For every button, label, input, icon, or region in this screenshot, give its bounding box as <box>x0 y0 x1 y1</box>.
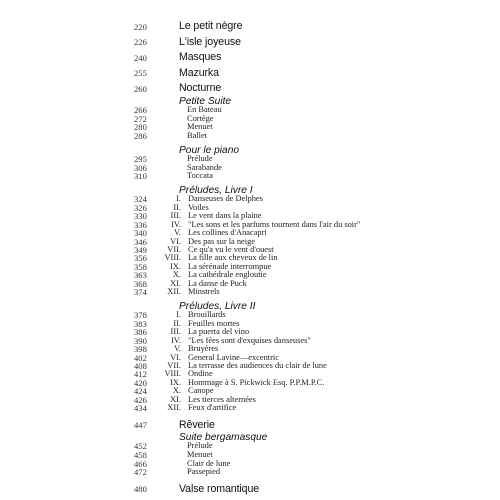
movement-title: Menuet <box>187 449 213 459</box>
page-number: 260 <box>134 83 147 94</box>
roman-numeral: II. <box>173 202 181 212</box>
movement-title: Bruyères <box>188 344 219 353</box>
movement-title: Brouillards <box>188 310 226 320</box>
page-number: 378 <box>134 310 147 321</box>
roman-numeral: III. <box>170 327 181 337</box>
page-number: 324 <box>134 194 147 205</box>
page-number: 466 <box>134 458 147 469</box>
roman-numeral: XII. <box>167 403 181 413</box>
movement-title: Clair de lune <box>187 458 231 468</box>
roman-numeral: XI. <box>170 278 181 288</box>
page-number: 368 <box>134 278 147 289</box>
roman-numeral: IX. <box>170 377 181 387</box>
roman-numeral: X. <box>172 386 181 396</box>
page-number: 349 <box>134 245 147 255</box>
movement-title: Ce qu'a vu le vent d'ouest <box>188 245 274 254</box>
movement-title: Prélude <box>187 441 213 451</box>
page-number: 402 <box>134 352 147 363</box>
movement-title: La terrasse des audiences du clair de lune <box>188 360 327 370</box>
movement-title: Danseuses de Delphes <box>188 194 263 204</box>
page-number: 330 <box>134 211 147 222</box>
section-heading: Pour le piano <box>179 144 240 156</box>
roman-numeral: IV. <box>171 219 181 229</box>
roman-numeral: VIII. <box>164 369 181 379</box>
page-number: 295 <box>134 153 147 164</box>
movement-title: La puerta del vino <box>188 327 250 337</box>
page-number: 390 <box>134 335 147 346</box>
roman-numeral: V. <box>173 228 181 238</box>
roman-numeral: IV. <box>171 335 181 345</box>
piece-title: Rêverie <box>179 418 215 431</box>
roman-numeral: X. <box>172 270 181 280</box>
movement-title: La fille aux cheveux de lin <box>188 253 278 263</box>
page-number: 398 <box>134 344 147 354</box>
page-number: 447 <box>134 420 147 431</box>
movement-title: Minstrels <box>188 287 220 297</box>
piece-title: Le petit nègre <box>179 20 243 32</box>
roman-numeral: VII. <box>167 360 181 370</box>
movement-title: La cathédrale engloutie <box>188 270 267 280</box>
movement-title: Menuet <box>187 122 213 132</box>
page-number: 240 <box>134 52 147 63</box>
movement-title: La sérénade interrompue <box>188 261 272 271</box>
page-number: 340 <box>134 228 147 239</box>
movement-title: Les tierces alternées <box>188 394 256 404</box>
page-number: 472 <box>134 467 147 478</box>
roman-numeral: IX. <box>170 261 181 271</box>
page-number: 434 <box>134 403 147 414</box>
section-heading: Suite bergamasque <box>179 432 268 443</box>
page-number: 412 <box>134 369 147 380</box>
page-number: 346 <box>134 236 147 247</box>
piece-title: Valse romantique <box>179 482 260 495</box>
piece-title: Mazurka <box>179 66 219 79</box>
page-number: 255 <box>134 68 147 79</box>
page-number: 326 <box>134 202 147 213</box>
roman-numeral: I. <box>176 310 181 320</box>
movement-title: "Les fées sont d'exquises danseuses" <box>188 335 311 345</box>
page-number: 336 <box>134 219 147 230</box>
roman-numeral: VI. <box>170 236 181 246</box>
page-number: 363 <box>134 270 147 281</box>
movement-title: Des pas sur la neige <box>188 236 255 246</box>
page-number: 266 <box>134 104 147 115</box>
roman-numeral: VI. <box>170 352 181 362</box>
page-number: 420 <box>134 377 147 388</box>
movement-title: En Bateau <box>187 104 222 114</box>
movement-title: Toccata <box>187 171 213 181</box>
roman-numeral: II. <box>173 318 181 328</box>
roman-numeral: III. <box>170 211 181 221</box>
page-number: 383 <box>134 318 147 329</box>
movement-title: Sarabande <box>187 162 222 172</box>
movement-title: Canope <box>188 386 214 396</box>
movement-title: "Les sons et les parfums tournent dans l'air du soir" <box>188 219 361 229</box>
movement-title: Hommage à S. Pickwick Esq. P.P.M.P.C. <box>188 377 325 387</box>
movement-title: Passepied <box>187 467 221 477</box>
page-number: 458 <box>134 449 147 460</box>
section-heading: Préludes, Livre I <box>179 185 253 197</box>
piece-title: L'isle joyeuse <box>179 35 241 48</box>
roman-numeral: XI. <box>170 394 181 404</box>
section-heading: Petite Suite <box>179 95 232 107</box>
roman-numeral: VIII. <box>164 253 181 263</box>
section-heading: Préludes, Livre II <box>179 301 256 312</box>
movement-title: Feux d'artifice <box>188 403 237 413</box>
page-number: 374 <box>134 287 147 298</box>
roman-numeral: I. <box>176 194 181 204</box>
movement-title: La danse de Puck <box>188 278 247 288</box>
movement-title: Les collines d'Anacapri <box>188 228 267 238</box>
page-number: 272 <box>134 113 147 124</box>
movement-title: Ballet <box>187 130 208 140</box>
page-number: 220 <box>134 21 147 32</box>
piece-title: Masques <box>179 51 222 64</box>
page-number: 424 <box>134 386 147 397</box>
page-number: 386 <box>134 327 147 338</box>
page-number: 280 <box>134 122 147 133</box>
page-number: 480 <box>134 484 147 495</box>
movement-title: Prélude <box>187 153 213 163</box>
page-number: 358 <box>134 261 147 272</box>
roman-numeral: VII. <box>167 245 181 254</box>
movement-title: Cortège <box>187 113 214 123</box>
page-number: 356 <box>134 253 147 264</box>
page-number: 286 <box>134 130 147 141</box>
page-number: 452 <box>134 441 147 452</box>
movement-title: Ondine <box>188 369 213 379</box>
page-number: 408 <box>134 360 147 371</box>
page-number: 226 <box>134 37 147 48</box>
piece-title: Nocturne <box>179 82 222 95</box>
page-number: 426 <box>134 394 147 405</box>
movement-title: Feuilles mortes <box>188 318 240 328</box>
movement-title: Le vent dans la plaine <box>188 211 262 221</box>
page-number: 306 <box>134 162 147 173</box>
movement-title: Voiles <box>188 202 209 212</box>
roman-numeral: V. <box>173 344 181 353</box>
movement-title: General Lavine—excentric <box>188 352 279 362</box>
page-number: 310 <box>134 171 147 182</box>
roman-numeral: XII. <box>167 287 181 297</box>
